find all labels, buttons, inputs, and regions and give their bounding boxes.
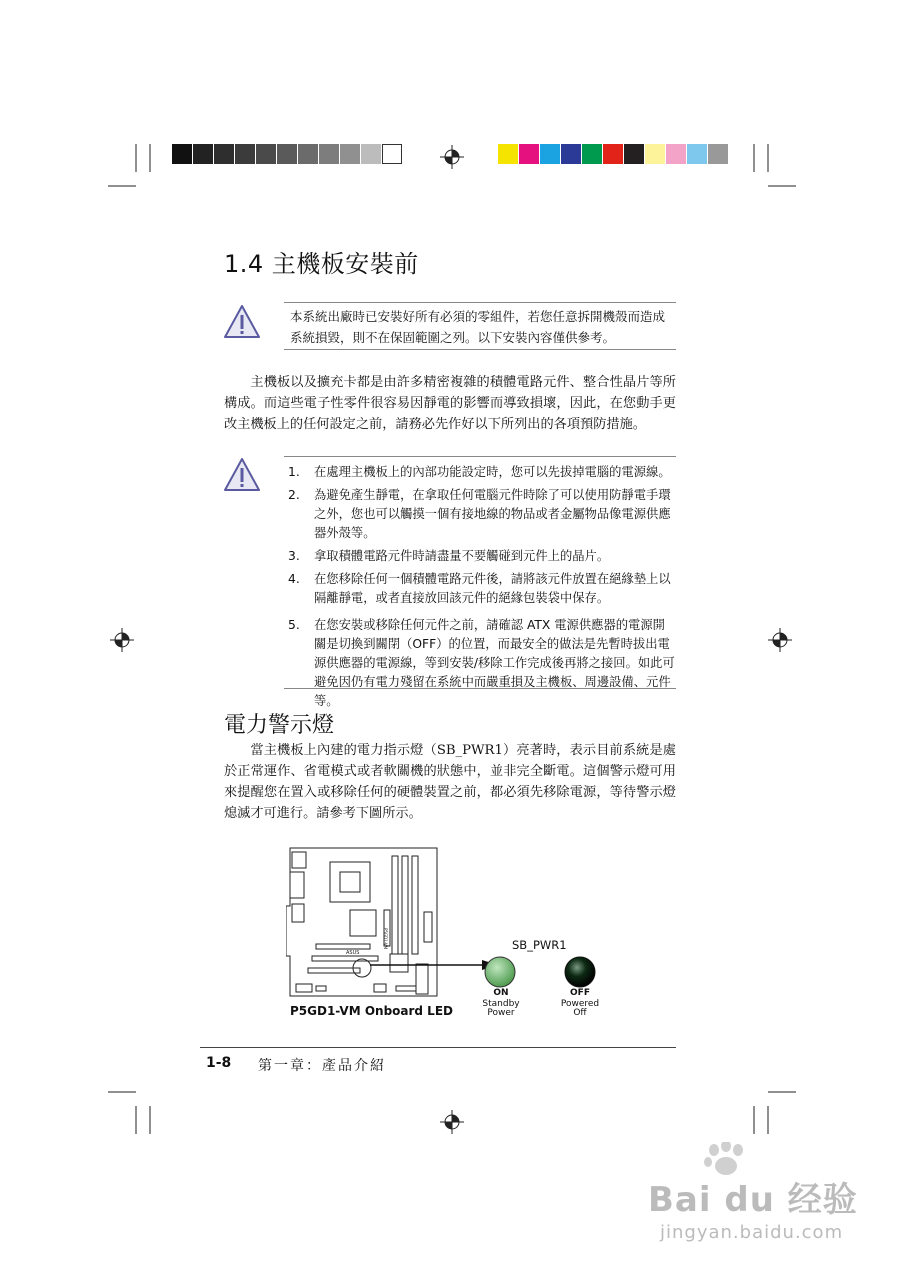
on-sub2: Power [487, 1008, 515, 1018]
list-item-text: 在您安裝或移除任何元件之前，請確認 ATX 電源供應器的電源開關是切換到關閉（OFF）的位置，而最安全的做法是先暫時拔出電源供應器的電源線，等到安裝/移除工作完成後再將之接回。如此可避免因仍有電力殘留在系統中而嚴重損及主機板、周邊設備、元件等。 [314, 618, 675, 708]
list-item-number: 2. [288, 488, 300, 502]
board-brand-text: ASUS [346, 950, 360, 956]
list-item-number: 3. [288, 549, 300, 563]
intro-text: 主機板以及擴充卡都是由許多精密複雜的積體電路元件、整合性晶片等所構成。而這些電子性零件很容易因靜電的影響而導致損壞，因此，在您動手更改主機板上的任何設定之前，請務必先作好以下所列出的各項預防措施。 [224, 375, 676, 432]
footer-rule [200, 1047, 676, 1048]
list-item [288, 463, 676, 482]
list-item-text: 為避免產生靜電，在拿取任何電腦元件時除了可以使用防靜電手環之外，您也可以觸摸一個有接地線的物品或者金屬物品像電源供應器外殼等。 [314, 488, 671, 540]
led-label: SB_PWR1 [512, 938, 567, 952]
warning-top-rule [284, 302, 676, 303]
led-text: 當主機板上內建的電力指示燈（SB_PWR1）亮著時，表示目前系統是處於正常運作、省電模式或者軟關機的狀態中，並非完全斷電。這個警示燈可用來提醒您在置入或移除任何的硬體裝置之前，都必須先移除電源，等待警示燈熄滅才可進行。請參考下圖所示。 [224, 743, 676, 821]
on-label: ON [493, 988, 509, 998]
off-label: OFF [570, 988, 590, 998]
led-section-title: 電力警示燈 [224, 713, 335, 738]
list-item-number: 4. [288, 572, 300, 586]
watermark-url: jingyan.baidu.com [660, 1222, 844, 1243]
caution-icon [222, 456, 262, 494]
led-paragraph [224, 740, 676, 824]
page-number: 1-8 [206, 1055, 232, 1071]
chapter-title: 第一章：產品介紹 [258, 1058, 386, 1074]
list-item-number: 5. [288, 618, 300, 632]
list-item-text: 在您移除任何一個積體電路元件後，請將該元件放置在絕緣墊上以隔離靜電，或者直接放回該元件的絕緣包裝袋中保存。 [314, 572, 671, 605]
section-title: 1.4 主機板安裝前 [224, 250, 419, 278]
notes-top-rule [284, 456, 676, 457]
warning-icon [222, 303, 262, 341]
list-item-text: 拿取積體電路元件時請盡量不要觸碰到元件上的晶片。 [314, 549, 610, 563]
list-item-text: 在處理主機板上的內部功能設定時，您可以先拔掉電腦的電源線。 [314, 465, 671, 479]
precautions-list [288, 463, 676, 711]
warning-bottom-rule [284, 349, 676, 350]
figure-caption: P5GD1-VM Onboard LED [290, 1004, 453, 1018]
intro-paragraph [224, 372, 676, 435]
watermark-brand: Bai du 经验 [648, 1180, 858, 1220]
board-model-text: P5GD1-VM [383, 928, 388, 950]
list-item [288, 486, 676, 543]
led-off-indicator [565, 957, 595, 987]
led-on-indicator [485, 957, 515, 987]
motherboard-diagram [286, 846, 616, 1000]
list-item [288, 547, 676, 566]
off-sub2: Off [573, 1008, 587, 1018]
paw-logo-icon [700, 1142, 760, 1176]
list-item [288, 570, 676, 608]
off-sub1: Powered [560, 999, 600, 1009]
warning-text: 本系統出廠時已安裝好所有必須的零組件，若您任意拆開機殼而造成系統損毀，則不在保固範圍之列。以下安裝內容僅供參考。 [290, 309, 666, 345]
on-sub1: Standby [482, 999, 520, 1009]
list-item [288, 616, 676, 711]
list-item-number: 1. [288, 465, 300, 479]
